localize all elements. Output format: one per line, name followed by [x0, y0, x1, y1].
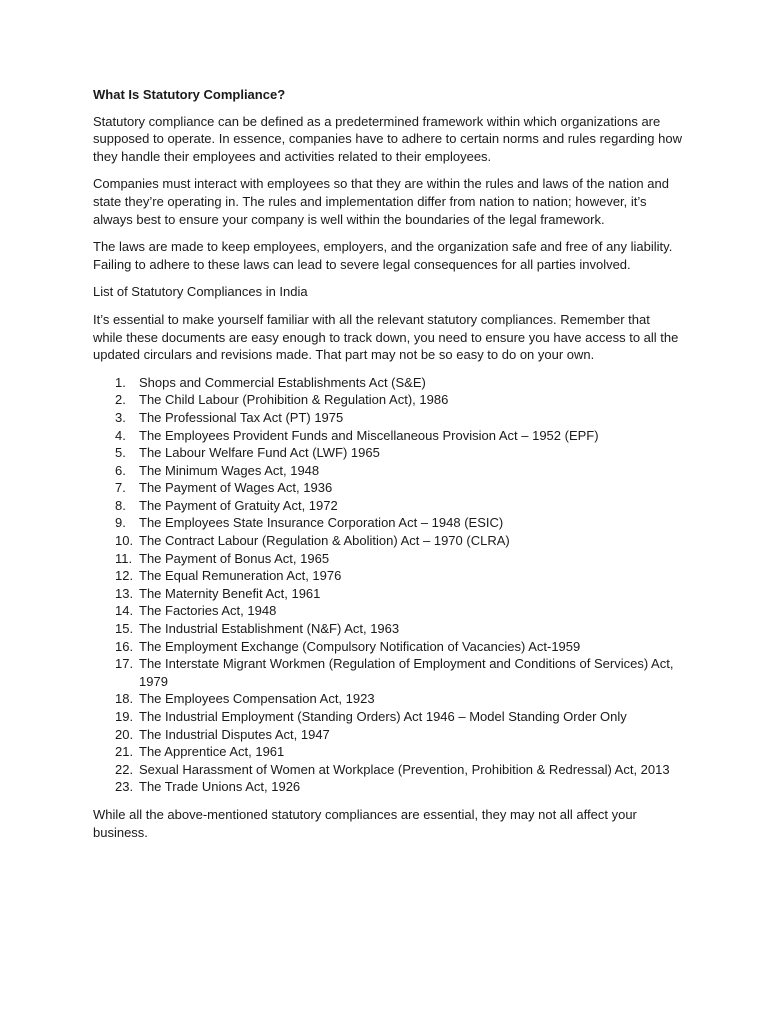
- list-item: [93, 655, 683, 690]
- list-item: [93, 743, 683, 761]
- list-item-number: 11.: [115, 550, 133, 566]
- list-item-text: The Employment Exchange (Compulsory Notification of Vacancies) Act-1959: [139, 638, 581, 654]
- list-item-text: Shops and Commercial Establishments Act (S&E): [139, 374, 426, 390]
- list-item-text: The Payment of Gratuity Act, 1972: [139, 497, 338, 513]
- list-item: [93, 567, 683, 585]
- list-item: [93, 497, 683, 515]
- list-item-number: 8.: [115, 497, 126, 513]
- list-item: [93, 374, 683, 392]
- list-item-number: 19.: [115, 709, 134, 724]
- compliance-list: [93, 374, 683, 796]
- list-item-text: The Payment of Wages Act, 1936: [139, 480, 333, 496]
- list-item-text: The Employees Provident Funds and Miscellaneous Provision Act – 1952 (EPF): [139, 427, 599, 443]
- list-item: [93, 620, 683, 638]
- list-item-number: 16.: [115, 638, 134, 654]
- list-item-number: 14.: [115, 603, 134, 619]
- list-item: [93, 462, 683, 480]
- list-item: [93, 444, 683, 462]
- closing-paragraph: While all the above-mentioned statutory compliances are essential, they may not all affect your business.: [93, 806, 637, 840]
- list-item: [93, 778, 683, 796]
- list-item-text: The Interstate Migrant Workmen (Regulation of Employment and Conditions of Services) Act, 1979: [139, 656, 674, 689]
- list-item-number: 5.: [115, 445, 126, 461]
- intro-paragraph-3: The laws are made to keep employees, employers, and the organization safe and free of any liability. Failing to adhere to these laws can lead to severe legal consequences for all parties involved.: [93, 239, 673, 272]
- document-page: [93, 86, 683, 851]
- list-item: [93, 479, 683, 497]
- list-item-number: 6.: [115, 462, 126, 478]
- list-item-text: The Minimum Wages Act, 1948: [139, 462, 320, 478]
- document-title: What Is Statutory Compliance?: [93, 87, 286, 102]
- list-item-text: The Industrial Employment (Standing Orders) Act 1946 – Model Standing Order Only: [139, 709, 627, 724]
- list-item: [93, 585, 683, 603]
- list-item-text: The Labour Welfare Fund Act (LWF) 1965: [139, 445, 380, 461]
- list-item-number: 3.: [115, 409, 126, 425]
- list-item-text: The Factories Act, 1948: [139, 603, 277, 619]
- list-item-text: The Industrial Disputes Act, 1947: [139, 726, 330, 742]
- list-item-text: The Contract Labour (Regulation & Abolition) Act – 1970 (CLRA): [139, 533, 510, 549]
- list-item-number: 4.: [115, 427, 126, 443]
- list-item: [93, 708, 683, 726]
- list-item-text: The Employees Compensation Act, 1923: [139, 691, 375, 707]
- list-item-number: 9.: [115, 515, 126, 531]
- list-item: [93, 427, 683, 445]
- list-item-number: 15.: [115, 621, 134, 637]
- list-item-number: 23.: [115, 779, 134, 795]
- intro-paragraph-1: Statutory compliance can be defined as a predetermined framework within which organizations are supposed to operate. In essence, companies have to adhere to certain norms and rules regarding how they handle their employees and activities related to their employees.: [93, 113, 682, 164]
- list-item-text: The Professional Tax Act (PT) 1975: [139, 409, 344, 425]
- list-item: [93, 532, 683, 550]
- list-item-text: The Payment of Bonus Act, 1965: [139, 550, 330, 566]
- list-item-number: 10.: [115, 533, 134, 549]
- list-item-number: 12.: [115, 568, 134, 584]
- list-item-text: The Child Labour (Prohibition & Regulation Act), 1986: [139, 392, 449, 408]
- intro-paragraph-2: Companies must interact with employees so that they are within the rules and laws of the nation and state they’re operating in. The rules and implementation differ from nation to nation; however, it’s always best to ensure your company is well within the boundaries of the legal framework.: [93, 176, 669, 227]
- list-item: [93, 690, 683, 708]
- list-item-text: The Maternity Benefit Act, 1961: [139, 585, 321, 601]
- list-item-text: The Industrial Establishment (N&F) Act, 1963: [139, 621, 400, 637]
- list-item: [93, 550, 683, 568]
- intro-paragraph-4: It’s essential to make yourself familiar with all the relevant statutory compliances. Remember that while these documents are easy enough to track down, you need to ensure you have access to all the updated circulars and revisions made. That part may not be so easy to do on your own.: [93, 311, 679, 363]
- list-item-number: 17.: [115, 656, 134, 672]
- list-item-text: The Employees State Insurance Corporation Act – 1948 (ESIC): [139, 515, 504, 531]
- list-item-number: 1.: [115, 374, 126, 390]
- list-item: [93, 391, 683, 409]
- list-item-number: 20.: [115, 726, 134, 742]
- list-item: [93, 761, 683, 779]
- list-item-text: The Apprentice Act, 1961: [139, 744, 285, 760]
- list-item-number: 13.: [115, 585, 134, 601]
- list-item-text: Sexual Harassment of Women at Workplace (Prevention, Prohibition & Redressal) Act, 2013: [139, 761, 670, 777]
- list-item: [93, 602, 683, 620]
- list-item: [93, 514, 683, 532]
- list-item-number: 21.: [115, 744, 134, 760]
- list-item: [93, 409, 683, 427]
- list-item-number: 18.: [115, 691, 134, 707]
- list-item-number: 7.: [115, 480, 126, 496]
- list-item-number: 2.: [115, 392, 126, 408]
- section-heading-list: List of Statutory Compliances in India: [93, 284, 308, 300]
- list-item-text: The Equal Remuneration Act, 1976: [139, 568, 342, 584]
- list-item-number: 22.: [115, 761, 134, 777]
- list-item: [93, 726, 683, 744]
- list-item-text: The Trade Unions Act, 1926: [139, 779, 301, 795]
- list-item: [93, 638, 683, 656]
